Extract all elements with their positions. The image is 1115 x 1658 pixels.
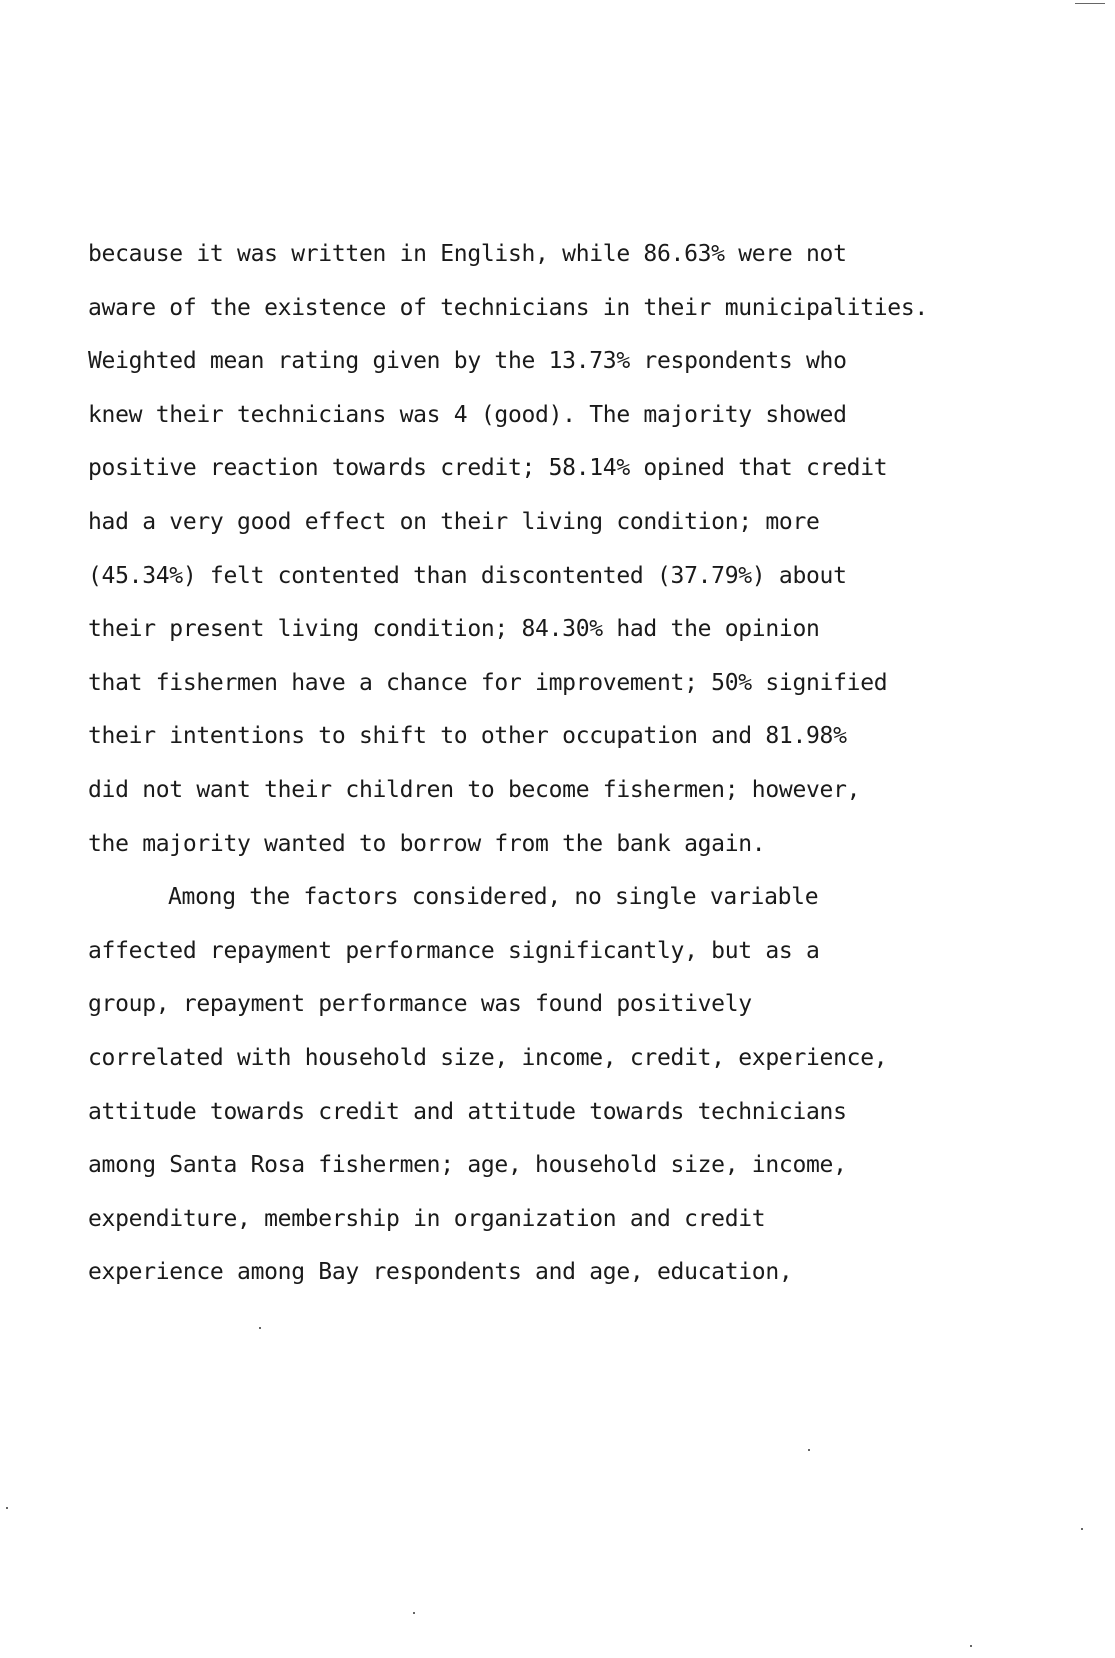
scan-speck bbox=[6, 1507, 8, 1509]
scan-speck bbox=[970, 1645, 972, 1647]
text-line: correlated with household size, income, credit, experience, bbox=[88, 1044, 888, 1071]
scan-speck bbox=[1081, 1528, 1083, 1530]
text-line: Weighted mean rating given by the 13.73% respondents who bbox=[88, 348, 847, 375]
text-line: their present living condition; 84.30% had the opinion bbox=[88, 616, 820, 643]
text-line: attitude towards credit and attitude towards technicians bbox=[88, 1098, 847, 1125]
text-line: affected repayment performance significantly, but as a bbox=[88, 937, 820, 964]
text-line: did not want their children to become fishermen; however, bbox=[88, 776, 861, 803]
text-line: knew their technicians was 4 (good). The majority showed bbox=[88, 401, 847, 428]
text-line: among Santa Rosa fishermen; age, household size, income, bbox=[88, 1152, 847, 1179]
paragraph-start-line: Among the factors considered, no single variable bbox=[168, 884, 819, 911]
text-line: positive reaction towards credit; 58.14% opined that credit bbox=[88, 455, 888, 482]
text-line: group, repayment performance was found positively bbox=[88, 991, 752, 1018]
text-line: (45.34%) felt contented than discontented (37.79%) about bbox=[88, 562, 847, 589]
text-line: the majority wanted to borrow from the bank again. bbox=[88, 830, 766, 857]
scan-speck bbox=[413, 1612, 415, 1614]
text-line: their intentions to shift to other occupation and 81.98% bbox=[88, 723, 847, 750]
text-line: had a very good effect on their living condition; more bbox=[88, 508, 820, 535]
scan-speck bbox=[808, 1449, 810, 1451]
text-line: because it was written in English, while 86.63% were not bbox=[88, 241, 847, 267]
text-line: experience among Bay respondents and age, education, bbox=[88, 1259, 793, 1286]
text-line: expenditure, membership in organization and credit bbox=[88, 1205, 766, 1232]
text-line: that fishermen have a chance for improvement; 50% signified bbox=[88, 669, 888, 696]
scan-speck bbox=[1075, 3, 1105, 4]
scan-speck bbox=[259, 1327, 261, 1329]
body-text bbox=[88, 228, 948, 1300]
text-line: aware of the existence of technicians in their municipalities. bbox=[88, 294, 928, 321]
